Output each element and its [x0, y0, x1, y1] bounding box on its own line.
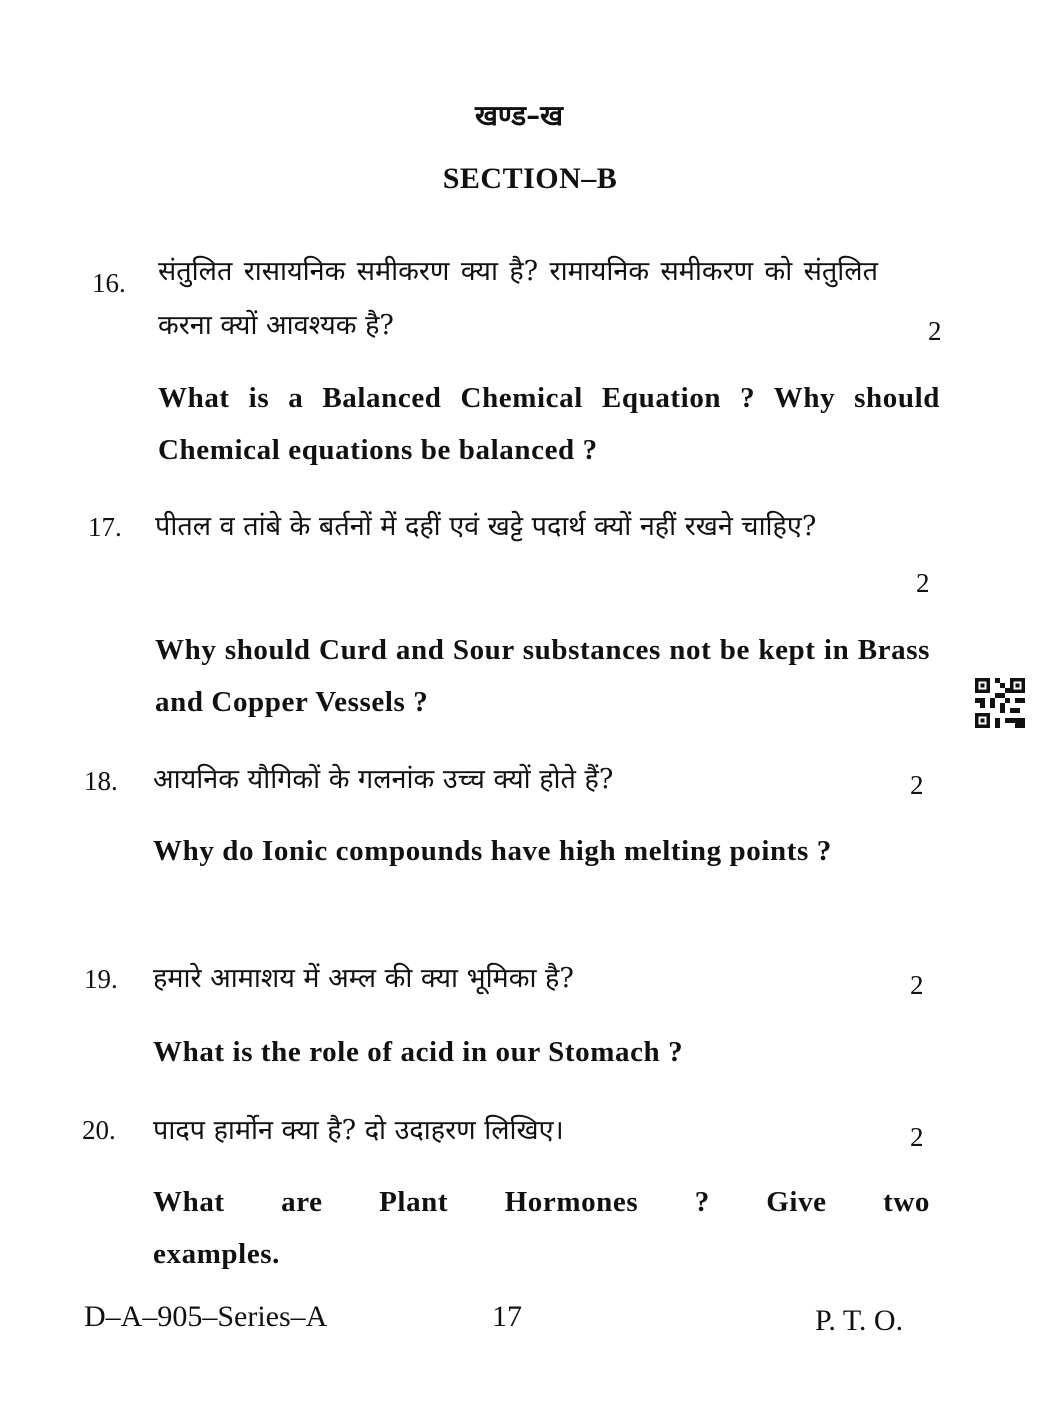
question-marks: 2: [910, 1122, 924, 1152]
qr-code-icon: [975, 678, 1025, 728]
question-text-english: Why should Curd and Sour substances not be kept in Brass and Copper Vessels ?: [155, 634, 930, 718]
please-turn-over: P. T. O.: [815, 1304, 904, 1337]
section-title-english: SECTION–B: [442, 162, 618, 195]
section-title-hindi: खण्ड–ख: [474, 99, 564, 132]
page-number: 17: [492, 1300, 522, 1333]
question-number: 18.: [84, 766, 118, 796]
question-marks: 2: [916, 568, 930, 598]
question-number: 19.: [84, 964, 118, 994]
question-text-english: What are Plant Hormones ? Give two examples.: [153, 1186, 930, 1270]
question-text-hindi: हमारे आमाशय में अम्ल की क्या भूमिका है?: [153, 963, 574, 994]
question-number: 16.: [92, 268, 126, 298]
question-number: 20.: [82, 1115, 116, 1145]
question-number: 17.: [88, 512, 122, 542]
question-text-english: What is the role of acid in our Stomach ?: [153, 1036, 684, 1068]
question-text-hindi: संतुलित रासायनिक समीकरण क्या है? रामायनिक समीकरण को संतुलित करना क्यों आवश्यक है?: [158, 256, 878, 341]
question-text-english: Why do Ionic compounds have high melting points ?: [153, 835, 832, 867]
question-text-english: What is a Balanced Chemical Equation ? Why should Chemical equations be balanced ?: [158, 382, 940, 466]
question-text-hindi: आयनिक यौगिकों के गलनांक उच्च क्यों होते हैं?: [153, 764, 614, 795]
paper-code: D–A–905–Series–A: [84, 1300, 328, 1333]
question-marks: 2: [910, 770, 924, 800]
question-marks: 2: [928, 316, 942, 346]
question-text-hindi: पीतल व तांबे के बर्तनों में दहीं एवं खट्टे पदार्थ क्यों नहीं रखने चाहिए?: [155, 511, 817, 542]
question-text-hindi: पादप हार्मोन क्या है? दो उदाहरण लिखिए।: [153, 1115, 564, 1146]
question-marks: 2: [910, 970, 924, 1000]
